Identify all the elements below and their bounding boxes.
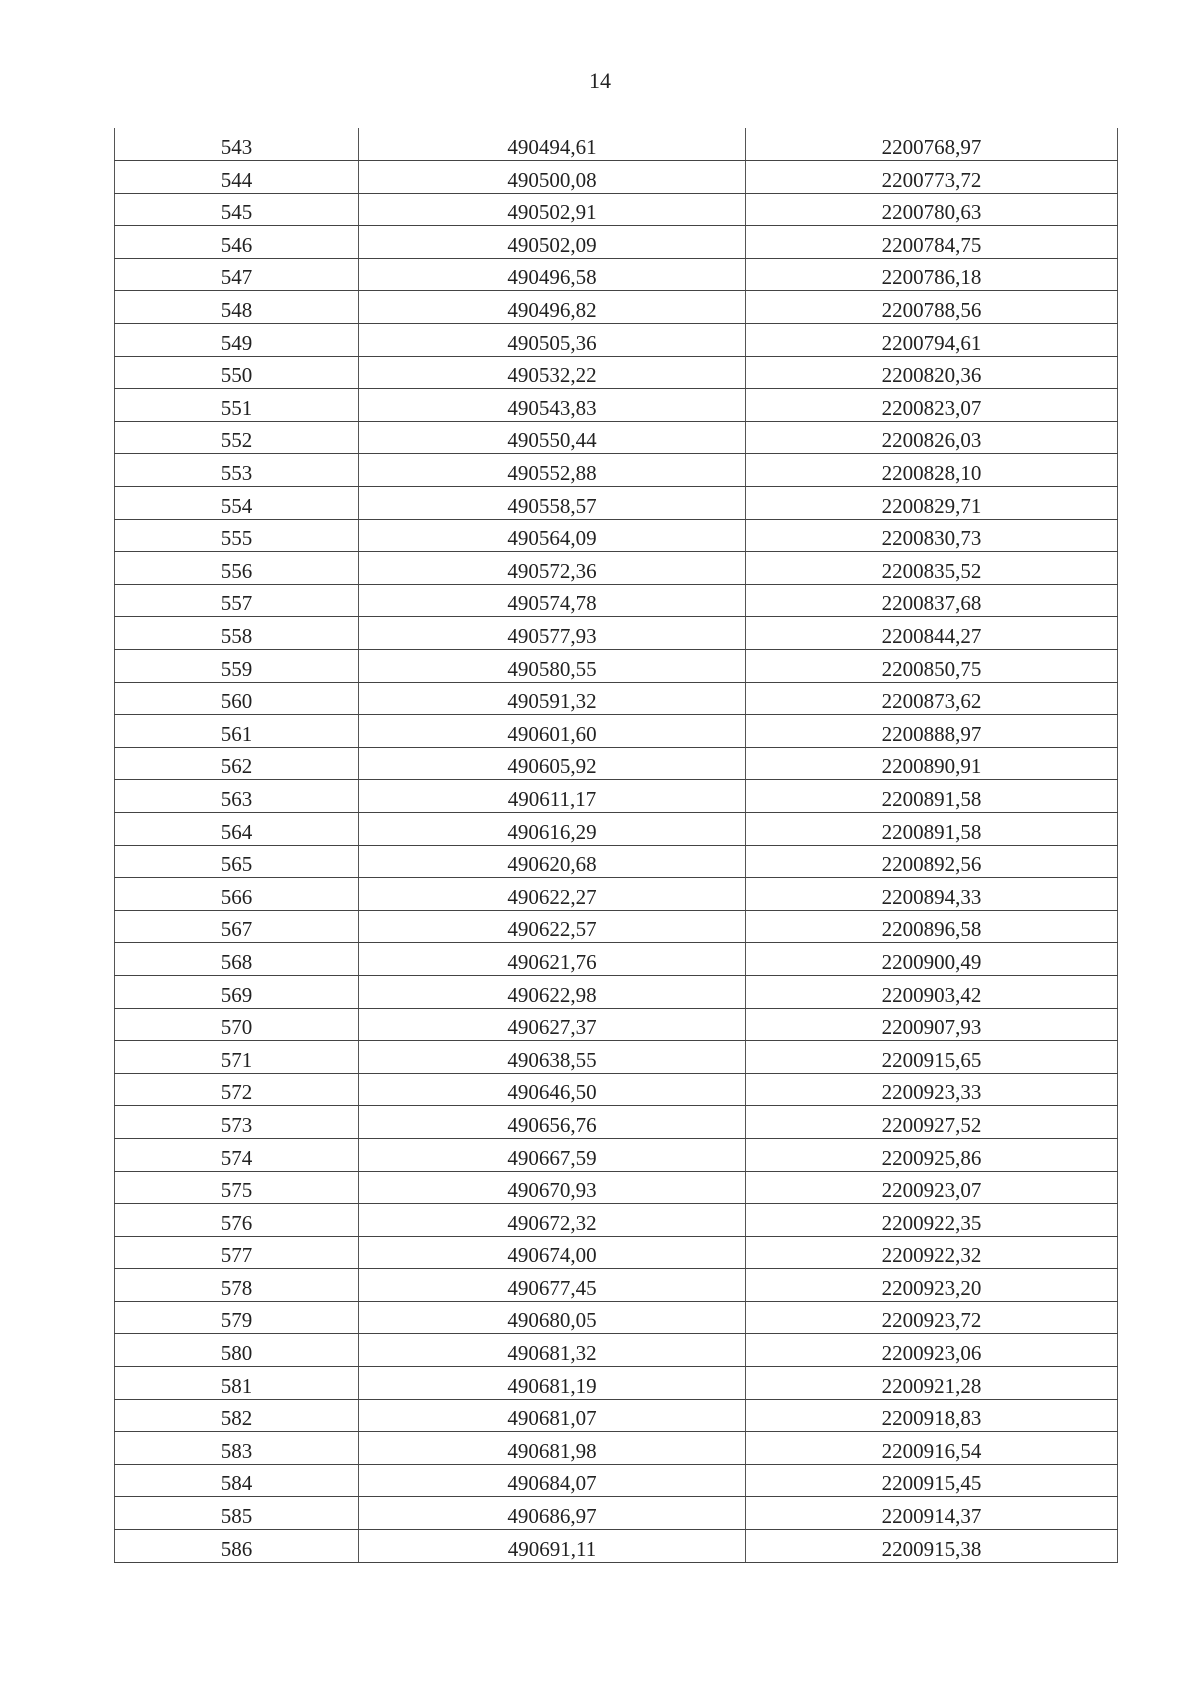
point-number-cell: 564 (115, 812, 359, 845)
x-coordinate-cell: 490672,32 (359, 1204, 746, 1237)
y-coordinate-cell: 2200794,61 (746, 324, 1118, 357)
point-number-cell: 551 (115, 389, 359, 422)
y-coordinate-cell: 2200844,27 (746, 617, 1118, 650)
table-row (115, 291, 1118, 324)
x-coordinate-cell: 490677,45 (359, 1269, 746, 1302)
coordinates-table (114, 128, 1118, 1563)
point-number-cell: 559 (115, 650, 359, 683)
point-number-cell: 544 (115, 161, 359, 194)
x-coordinate-cell: 490656,76 (359, 1106, 746, 1139)
x-coordinate-cell: 490601,60 (359, 715, 746, 748)
table-row (115, 454, 1118, 487)
table-row (115, 1464, 1118, 1497)
table-row (115, 617, 1118, 650)
y-coordinate-cell: 2200915,45 (746, 1464, 1118, 1497)
table-row (115, 1008, 1118, 1041)
x-coordinate-cell: 490552,88 (359, 454, 746, 487)
point-number-cell: 582 (115, 1399, 359, 1432)
x-coordinate-cell: 490532,22 (359, 356, 746, 389)
y-coordinate-cell: 2200829,71 (746, 487, 1118, 520)
x-coordinate-cell: 490680,05 (359, 1301, 746, 1334)
table-row (115, 682, 1118, 715)
point-number-cell: 581 (115, 1367, 359, 1400)
x-coordinate-cell: 490622,57 (359, 910, 746, 943)
table-row (115, 1301, 1118, 1334)
y-coordinate-cell: 2200888,97 (746, 715, 1118, 748)
table-row (115, 812, 1118, 845)
y-coordinate-cell: 2200923,07 (746, 1171, 1118, 1204)
point-number-cell: 545 (115, 193, 359, 226)
table-row (115, 161, 1118, 194)
x-coordinate-cell: 490670,93 (359, 1171, 746, 1204)
table-row (115, 226, 1118, 259)
table-row (115, 878, 1118, 911)
point-number-cell: 584 (115, 1464, 359, 1497)
point-number-cell: 572 (115, 1073, 359, 1106)
table-row (115, 1497, 1118, 1530)
point-number-cell: 553 (115, 454, 359, 487)
point-number-cell: 552 (115, 421, 359, 454)
y-coordinate-cell: 2200892,56 (746, 845, 1118, 878)
point-number-cell: 556 (115, 552, 359, 585)
x-coordinate-cell: 490543,83 (359, 389, 746, 422)
y-coordinate-cell: 2200837,68 (746, 584, 1118, 617)
point-number-cell: 557 (115, 584, 359, 617)
y-coordinate-cell: 2200927,52 (746, 1106, 1118, 1139)
x-coordinate-cell: 490620,68 (359, 845, 746, 878)
y-coordinate-cell: 2200896,58 (746, 910, 1118, 943)
y-coordinate-cell: 2200835,52 (746, 552, 1118, 585)
x-coordinate-cell: 490591,32 (359, 682, 746, 715)
x-coordinate-cell: 490505,36 (359, 324, 746, 357)
table-row (115, 389, 1118, 422)
table-row (115, 128, 1118, 161)
point-number-cell: 565 (115, 845, 359, 878)
y-coordinate-cell: 2200894,33 (746, 878, 1118, 911)
y-coordinate-cell: 2200922,32 (746, 1236, 1118, 1269)
point-number-cell: 579 (115, 1301, 359, 1334)
x-coordinate-cell: 490638,55 (359, 1041, 746, 1074)
y-coordinate-cell: 2200873,62 (746, 682, 1118, 715)
table-row (115, 324, 1118, 357)
x-coordinate-cell: 490622,98 (359, 975, 746, 1008)
y-coordinate-cell: 2200826,03 (746, 421, 1118, 454)
y-coordinate-cell: 2200907,93 (746, 1008, 1118, 1041)
x-coordinate-cell: 490494,61 (359, 128, 746, 161)
x-coordinate-cell: 490686,97 (359, 1497, 746, 1530)
x-coordinate-cell: 490611,17 (359, 780, 746, 813)
page-number: 14 (589, 68, 611, 93)
x-coordinate-cell: 490622,27 (359, 878, 746, 911)
point-number-cell: 576 (115, 1204, 359, 1237)
point-number-cell: 543 (115, 128, 359, 161)
point-number-cell: 585 (115, 1497, 359, 1530)
x-coordinate-cell: 490572,36 (359, 552, 746, 585)
y-coordinate-cell: 2200918,83 (746, 1399, 1118, 1432)
table-row (115, 1204, 1118, 1237)
point-number-cell: 568 (115, 943, 359, 976)
y-coordinate-cell: 2200788,56 (746, 291, 1118, 324)
point-number-cell: 555 (115, 519, 359, 552)
y-coordinate-cell: 2200768,97 (746, 128, 1118, 161)
x-coordinate-cell: 490684,07 (359, 1464, 746, 1497)
y-coordinate-cell: 2200786,18 (746, 258, 1118, 291)
point-number-cell: 547 (115, 258, 359, 291)
point-number-cell: 561 (115, 715, 359, 748)
table-row (115, 193, 1118, 226)
table-row (115, 584, 1118, 617)
y-coordinate-cell: 2200922,35 (746, 1204, 1118, 1237)
table-row (115, 1236, 1118, 1269)
x-coordinate-cell: 490646,50 (359, 1073, 746, 1106)
table-row (115, 1334, 1118, 1367)
point-number-cell: 586 (115, 1530, 359, 1563)
x-coordinate-cell: 490564,09 (359, 519, 746, 552)
table-row (115, 1530, 1118, 1563)
table-row (115, 1269, 1118, 1302)
y-coordinate-cell: 2200915,38 (746, 1530, 1118, 1563)
point-number-cell: 549 (115, 324, 359, 357)
table-row (115, 487, 1118, 520)
x-coordinate-cell: 490667,59 (359, 1138, 746, 1171)
table-row (115, 356, 1118, 389)
point-number-cell: 546 (115, 226, 359, 259)
y-coordinate-cell: 2200916,54 (746, 1432, 1118, 1465)
x-coordinate-cell: 490691,11 (359, 1530, 746, 1563)
x-coordinate-cell: 490502,91 (359, 193, 746, 226)
coordinates-table-body (115, 128, 1118, 1562)
point-number-cell: 562 (115, 747, 359, 780)
table-row (115, 1041, 1118, 1074)
x-coordinate-cell: 490574,78 (359, 584, 746, 617)
y-coordinate-cell: 2200890,91 (746, 747, 1118, 780)
x-coordinate-cell: 490674,00 (359, 1236, 746, 1269)
y-coordinate-cell: 2200773,72 (746, 161, 1118, 194)
y-coordinate-cell: 2200923,33 (746, 1073, 1118, 1106)
y-coordinate-cell: 2200923,06 (746, 1334, 1118, 1367)
y-coordinate-cell: 2200900,49 (746, 943, 1118, 976)
table-row (115, 1399, 1118, 1432)
point-number-cell: 563 (115, 780, 359, 813)
table-row (115, 1073, 1118, 1106)
table-row (115, 1138, 1118, 1171)
point-number-cell: 573 (115, 1106, 359, 1139)
point-number-cell: 580 (115, 1334, 359, 1367)
y-coordinate-cell: 2200784,75 (746, 226, 1118, 259)
table-row (115, 552, 1118, 585)
x-coordinate-cell: 490621,76 (359, 943, 746, 976)
table-row (115, 715, 1118, 748)
point-number-cell: 558 (115, 617, 359, 650)
x-coordinate-cell: 490681,32 (359, 1334, 746, 1367)
x-coordinate-cell: 490681,98 (359, 1432, 746, 1465)
point-number-cell: 578 (115, 1269, 359, 1302)
table-row (115, 943, 1118, 976)
point-number-cell: 571 (115, 1041, 359, 1074)
table-row (115, 650, 1118, 683)
point-number-cell: 567 (115, 910, 359, 943)
y-coordinate-cell: 2200823,07 (746, 389, 1118, 422)
y-coordinate-cell: 2200891,58 (746, 780, 1118, 813)
point-number-cell: 574 (115, 1138, 359, 1171)
point-number-cell: 548 (115, 291, 359, 324)
x-coordinate-cell: 490616,29 (359, 812, 746, 845)
y-coordinate-cell: 2200914,37 (746, 1497, 1118, 1530)
y-coordinate-cell: 2200923,72 (746, 1301, 1118, 1334)
point-number-cell: 569 (115, 975, 359, 1008)
x-coordinate-cell: 490681,07 (359, 1399, 746, 1432)
table-row (115, 780, 1118, 813)
point-number-cell: 575 (115, 1171, 359, 1204)
y-coordinate-cell: 2200830,73 (746, 519, 1118, 552)
table-row (115, 1106, 1118, 1139)
table-row (115, 910, 1118, 943)
table-row (115, 258, 1118, 291)
y-coordinate-cell: 2200850,75 (746, 650, 1118, 683)
table-row (115, 975, 1118, 1008)
table-row (115, 747, 1118, 780)
x-coordinate-cell: 490502,09 (359, 226, 746, 259)
table-row (115, 519, 1118, 552)
x-coordinate-cell: 490627,37 (359, 1008, 746, 1041)
table-row (115, 1171, 1118, 1204)
table-row (115, 845, 1118, 878)
x-coordinate-cell: 490577,93 (359, 617, 746, 650)
x-coordinate-cell: 490558,57 (359, 487, 746, 520)
y-coordinate-cell: 2200780,63 (746, 193, 1118, 226)
y-coordinate-cell: 2200915,65 (746, 1041, 1118, 1074)
y-coordinate-cell: 2200923,20 (746, 1269, 1118, 1302)
x-coordinate-cell: 490550,44 (359, 421, 746, 454)
y-coordinate-cell: 2200903,42 (746, 975, 1118, 1008)
table-row (115, 1367, 1118, 1400)
x-coordinate-cell: 490496,58 (359, 258, 746, 291)
table-row (115, 1432, 1118, 1465)
x-coordinate-cell: 490605,92 (359, 747, 746, 780)
point-number-cell: 560 (115, 682, 359, 715)
y-coordinate-cell: 2200820,36 (746, 356, 1118, 389)
x-coordinate-cell: 490580,55 (359, 650, 746, 683)
x-coordinate-cell: 490681,19 (359, 1367, 746, 1400)
table-row (115, 421, 1118, 454)
y-coordinate-cell: 2200828,10 (746, 454, 1118, 487)
y-coordinate-cell: 2200925,86 (746, 1138, 1118, 1171)
point-number-cell: 550 (115, 356, 359, 389)
x-coordinate-cell: 490496,82 (359, 291, 746, 324)
y-coordinate-cell: 2200891,58 (746, 812, 1118, 845)
point-number-cell: 570 (115, 1008, 359, 1041)
y-coordinate-cell: 2200921,28 (746, 1367, 1118, 1400)
point-number-cell: 577 (115, 1236, 359, 1269)
point-number-cell: 583 (115, 1432, 359, 1465)
point-number-cell: 566 (115, 878, 359, 911)
x-coordinate-cell: 490500,08 (359, 161, 746, 194)
point-number-cell: 554 (115, 487, 359, 520)
